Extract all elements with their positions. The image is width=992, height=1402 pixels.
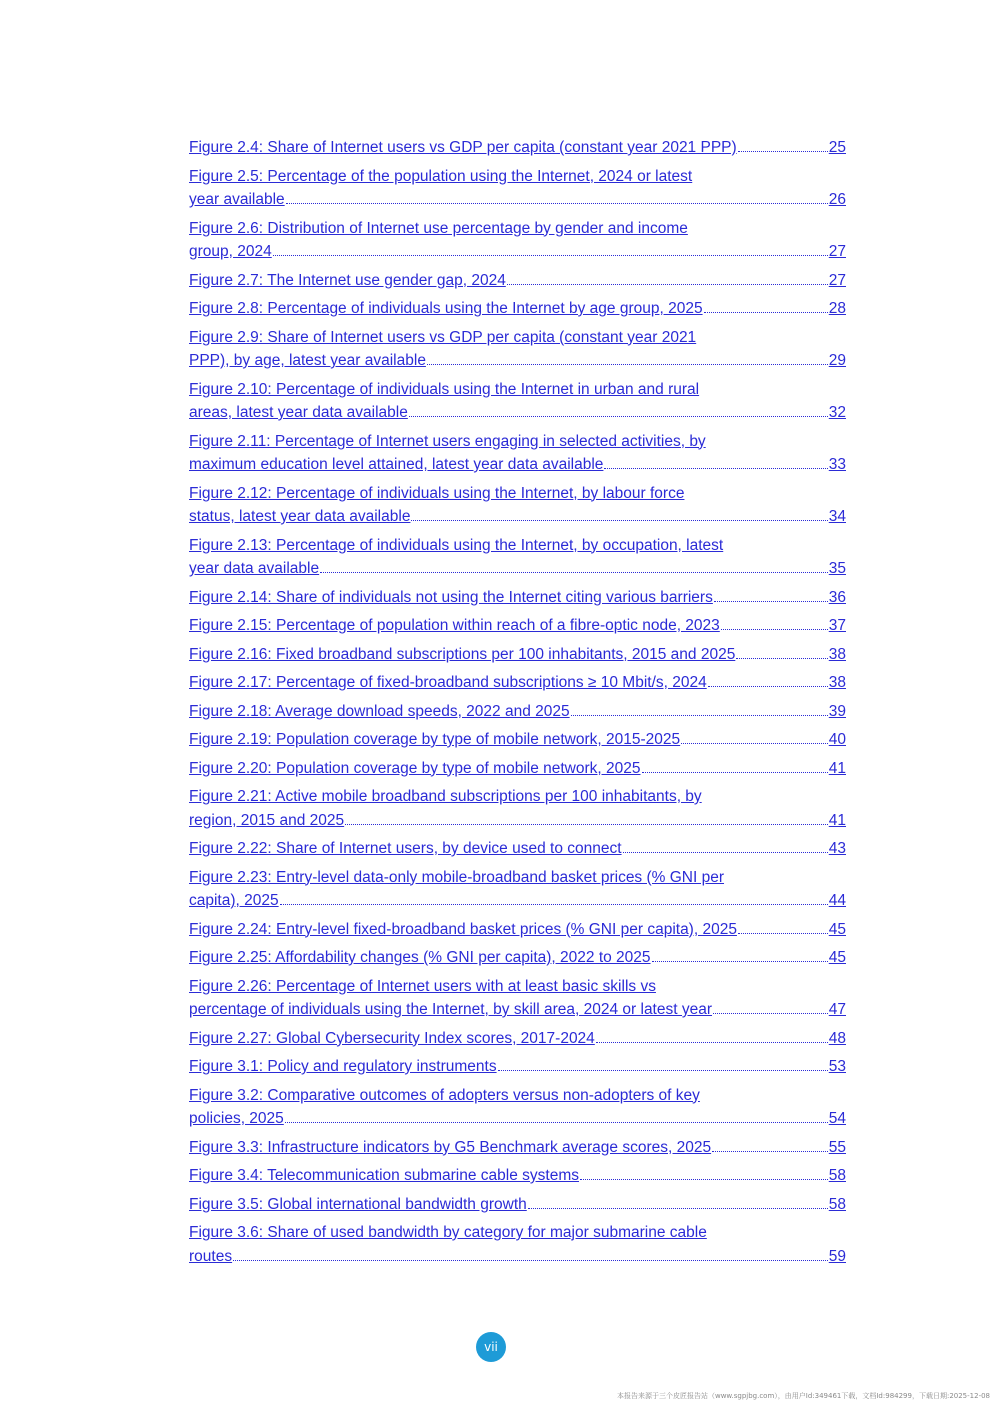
toc-page-number: 34 — [828, 508, 846, 525]
toc-entry-title: Figure 2.15: Percentage of population within reach of a fibre-optic node, 2023 — [189, 617, 720, 634]
toc-leader-dots — [409, 402, 828, 417]
toc-entry-link[interactable] — [189, 671, 846, 695]
toc-leader-dots — [652, 947, 828, 962]
toc-entry-title-line: Figure 3.6: Share of used bandwidth by category for major submarine cable — [189, 1224, 707, 1241]
toc-entry-row — [189, 586, 846, 610]
toc-leader-dots — [498, 1056, 828, 1071]
toc-entry-row — [189, 1245, 846, 1269]
toc-page-number: 35 — [828, 560, 846, 577]
toc-page-number: 58 — [828, 1195, 846, 1213]
toc-leader-dots — [736, 644, 827, 659]
toc-entry-title: Figure 2.18: Average download speeds, 2022 and 2025 — [189, 702, 570, 720]
toc-entry-title-line: Figure 2.13: Percentage of individuals using the Internet, by occupation, latest — [189, 536, 724, 554]
toc-entry-link[interactable] — [189, 482, 846, 529]
toc-page-number: 36 — [828, 588, 846, 606]
toc-page-number: 54 — [828, 1110, 846, 1127]
toc-page-number: 27 — [828, 271, 846, 289]
toc-leader-dots — [273, 241, 828, 256]
toc-leader-dots — [580, 1165, 828, 1180]
toc-entry-row — [189, 1027, 846, 1051]
toc-leader-dots — [604, 454, 827, 469]
toc-entry-title-line: Figure 2.26: Percentage of Internet users with at least basic skills vs — [189, 977, 656, 995]
toc-entry-row — [189, 643, 846, 667]
toc-entry-title: Figure 3.4: Telecommunication submarine cable systems — [189, 1167, 579, 1184]
toc-entry-row — [189, 1055, 846, 1079]
toc-leader-dots — [571, 701, 828, 716]
toc-page-number: 26 — [828, 191, 846, 208]
toc-leader-dots — [642, 758, 828, 773]
toc-leader-dots — [285, 1108, 828, 1123]
toc-entry-title-line: Figure 2.9: Share of Internet users vs GDP per capita (constant year 2021 — [189, 328, 697, 346]
toc-entry-row — [189, 349, 846, 373]
toc-entry-title: Figure 2.19: Population coverage by type of mobile network, 2015-2025 — [189, 731, 681, 748]
toc-entry-title: Figure 3.3: Infrastructure indicators by G5 Benchmark average scores, 2025 — [189, 1138, 712, 1156]
toc-entry-title-line: Figure 2.5: Percentage of the population using the Internet, 2024 or latest — [189, 167, 693, 185]
toc-page-number: 38 — [828, 674, 846, 691]
toc-entry-row — [189, 809, 846, 833]
toc-page-number: 45 — [828, 920, 846, 938]
toc-entry-link[interactable] — [189, 1136, 846, 1160]
toc-entry-row — [189, 700, 846, 724]
table-of-figures — [189, 136, 846, 1273]
toc-entry-title: status, latest year data available — [189, 508, 411, 525]
toc-entry-row — [189, 297, 846, 321]
toc-page-number: 37 — [828, 617, 846, 634]
toc-entry-link[interactable] — [189, 643, 846, 667]
toc-entry-row — [189, 837, 846, 861]
page-number-badge: vii — [476, 1332, 506, 1362]
toc-page-number: 48 — [828, 1029, 846, 1047]
toc-entry-title: Figure 2.22: Share of Internet users, by device used to connect — [189, 840, 622, 857]
toc-entry-row — [189, 614, 846, 638]
toc-entry-title: capita), 2025 — [189, 892, 279, 909]
toc-entry-title: Figure 2.24: Entry-level fixed-broadband basket prices (% GNI per capita), 2025 — [189, 920, 737, 938]
toc-page-number: 33 — [828, 456, 846, 473]
toc-entry-title: routes — [189, 1247, 233, 1265]
toc-entry-row — [189, 136, 846, 160]
toc-entry-title: maximum education level attained, latest year data available — [189, 456, 604, 473]
toc-entry-title-line: Figure 2.23: Entry-level data-only mobile-broadband basket prices (% GNI per — [189, 868, 725, 886]
toc-entry-link[interactable] — [189, 586, 846, 610]
toc-entry-title: Figure 2.17: Percentage of fixed-broadband subscriptions ≥ 10 Mbit/s, 2024 — [189, 674, 707, 691]
toc-entry-link[interactable] — [189, 430, 846, 477]
toc-leader-dots — [411, 506, 827, 521]
toc-page-number: 44 — [828, 892, 846, 909]
toc-entry-link[interactable] — [189, 614, 846, 638]
toc-entry-title: percentage of individuals using the Internet, by skill area, 2024 or latest year — [189, 1001, 713, 1018]
toc-entry-row — [189, 998, 846, 1022]
toc-entry-title-line: Figure 3.2: Comparative outcomes of adopters versus non-adopters of key — [189, 1086, 700, 1104]
toc-entry-link[interactable] — [189, 946, 846, 970]
toc-entry-title: region, 2015 and 2025 — [189, 811, 345, 829]
toc-leader-dots — [507, 270, 828, 285]
toc-page-number: 39 — [828, 702, 846, 720]
toc-entry-row — [189, 269, 846, 293]
toc-entry-title: Figure 2.14: Share of individuals not using the Internet citing various barriers — [189, 588, 713, 606]
toc-entry-row — [189, 401, 846, 425]
toc-entry-title: Figure 2.27: Global Cybersecurity Index scores, 2017-2024 — [189, 1029, 595, 1047]
toc-entry-link[interactable] — [189, 217, 846, 264]
toc-entry-title: year available — [189, 191, 285, 208]
toc-entry-row — [189, 728, 846, 752]
toc-page-number: 32 — [828, 404, 846, 421]
toc-leader-dots — [528, 1194, 828, 1209]
toc-entry-link[interactable] — [189, 837, 846, 861]
toc-entry-row — [189, 1193, 846, 1217]
toc-entry-link[interactable] — [189, 728, 846, 752]
toc-page-number: 40 — [828, 731, 846, 748]
toc-page-number: 41 — [828, 759, 846, 777]
toc-entry-title: Figure 2.8: Percentage of individuals using the Internet by age group, 2025 — [189, 300, 703, 317]
toc-leader-dots — [712, 1137, 828, 1152]
toc-page-number: 28 — [828, 300, 846, 317]
toc-leader-dots — [596, 1028, 828, 1043]
toc-page-number: 45 — [828, 949, 846, 966]
toc-entry-link[interactable] — [189, 866, 846, 913]
toc-entry-title: Figure 2.16: Fixed broadband subscriptions per 100 inhabitants, 2015 and 2025 — [189, 645, 736, 663]
toc-entry-title: Figure 2.7: The Internet use gender gap, 2024 — [189, 271, 506, 289]
toc-entry-row — [189, 889, 846, 913]
toc-entry-row — [189, 918, 846, 942]
toc-page-number: 59 — [828, 1247, 846, 1265]
toc-entry-title: year data available — [189, 560, 320, 577]
toc-leader-dots — [286, 189, 828, 204]
toc-entry-link[interactable] — [189, 378, 846, 425]
toc-entry-row — [189, 671, 846, 695]
toc-entry-title: areas, latest year data available — [189, 404, 408, 421]
toc-entry-row — [189, 557, 846, 581]
toc-entry-link[interactable] — [189, 297, 846, 321]
toc-entry-title: Figure 3.1: Policy and regulatory instruments — [189, 1058, 497, 1075]
toc-entry-link[interactable] — [189, 1164, 846, 1188]
toc-entry-title-line: Figure 2.12: Percentage of individuals using the Internet, by labour force — [189, 484, 685, 502]
toc-entry-title: PPP), by age, latest year available — [189, 352, 426, 369]
toc-entry-link[interactable] — [189, 975, 846, 1022]
toc-entry-row — [189, 1136, 846, 1160]
toc-entry-link[interactable] — [189, 326, 846, 373]
toc-page-number: 53 — [828, 1058, 846, 1075]
toc-entry-link[interactable] — [189, 700, 846, 724]
toc-entry-title: Figure 2.20: Population coverage by type of mobile network, 2025 — [189, 759, 641, 777]
toc-leader-dots — [713, 999, 828, 1014]
toc-page-number: 25 — [828, 139, 846, 156]
toc-leader-dots — [320, 558, 828, 573]
toc-page-number: 58 — [828, 1167, 846, 1184]
download-footer: 本报告来源于三个皮匠报告站（www.sgpjbg.com），由用户Id:349461下载，文档Id:984299，下载日期:2025-12-08 — [616, 1392, 990, 1400]
toc-leader-dots — [708, 672, 828, 687]
toc-leader-dots — [345, 810, 828, 825]
toc-leader-dots — [623, 838, 828, 853]
toc-leader-dots — [714, 587, 828, 602]
toc-entry-row — [189, 1164, 846, 1188]
toc-leader-dots — [681, 729, 828, 744]
toc-entry-title-line: Figure 2.6: Distribution of Internet use percentage by gender and income — [189, 219, 688, 237]
toc-entry-link[interactable] — [189, 269, 846, 293]
toc-entry-title-line: Figure 2.10: Percentage of individuals using the Internet in urban and rural — [189, 380, 700, 398]
toc-entry-link[interactable] — [189, 1084, 846, 1131]
toc-leader-dots — [738, 919, 828, 934]
toc-entry-title: Figure 3.5: Global international bandwidth growth — [189, 1195, 527, 1213]
toc-entry-title: policies, 2025 — [189, 1110, 284, 1127]
toc-entry-row — [189, 946, 846, 970]
toc-entry-link[interactable] — [189, 1027, 846, 1051]
toc-entry-link[interactable] — [189, 1193, 846, 1217]
toc-entry-link[interactable] — [189, 1055, 846, 1079]
toc-entry-link[interactable] — [189, 136, 846, 160]
toc-entry-title-line: Figure 2.21: Active mobile broadband subscriptions per 100 inhabitants, by — [189, 788, 702, 805]
toc-entry-row — [189, 1107, 846, 1131]
toc-entry-link[interactable] — [189, 757, 846, 781]
toc-entry-link[interactable] — [189, 918, 846, 942]
toc-leader-dots — [427, 350, 828, 365]
toc-leader-dots — [738, 137, 828, 152]
toc-entry-title: group, 2024 — [189, 243, 272, 260]
toc-entry-row — [189, 505, 846, 529]
toc-entry-row — [189, 757, 846, 781]
toc-entry-link[interactable] — [189, 1221, 846, 1268]
toc-page-number: 47 — [828, 1001, 846, 1018]
toc-page-number: 29 — [828, 352, 846, 369]
toc-entry-link[interactable] — [189, 534, 846, 581]
toc-leader-dots — [721, 615, 828, 630]
toc-page-number: 38 — [828, 645, 846, 663]
toc-page-number: 41 — [828, 811, 846, 829]
toc-page-number: 27 — [828, 243, 846, 260]
toc-leader-dots — [704, 298, 828, 313]
toc-page-number: 55 — [828, 1138, 846, 1156]
toc-page-number: 43 — [828, 840, 846, 857]
toc-entry-link[interactable] — [189, 165, 846, 212]
toc-leader-dots — [280, 890, 828, 905]
toc-entry-row — [189, 240, 846, 264]
toc-entry-title: Figure 2.25: Affordability changes (% GNI per capita), 2022 to 2025 — [189, 949, 651, 966]
toc-leader-dots — [233, 1246, 828, 1261]
toc-entry-row — [189, 453, 846, 477]
toc-entry-title: Figure 2.4: Share of Internet users vs GDP per capita (constant year 2021 PPP) — [189, 139, 737, 156]
toc-entry-link[interactable] — [189, 785, 846, 832]
toc-entry-title-line: Figure 2.11: Percentage of Internet users engaging in selected activities, by — [189, 432, 706, 450]
toc-entry-row — [189, 188, 846, 212]
